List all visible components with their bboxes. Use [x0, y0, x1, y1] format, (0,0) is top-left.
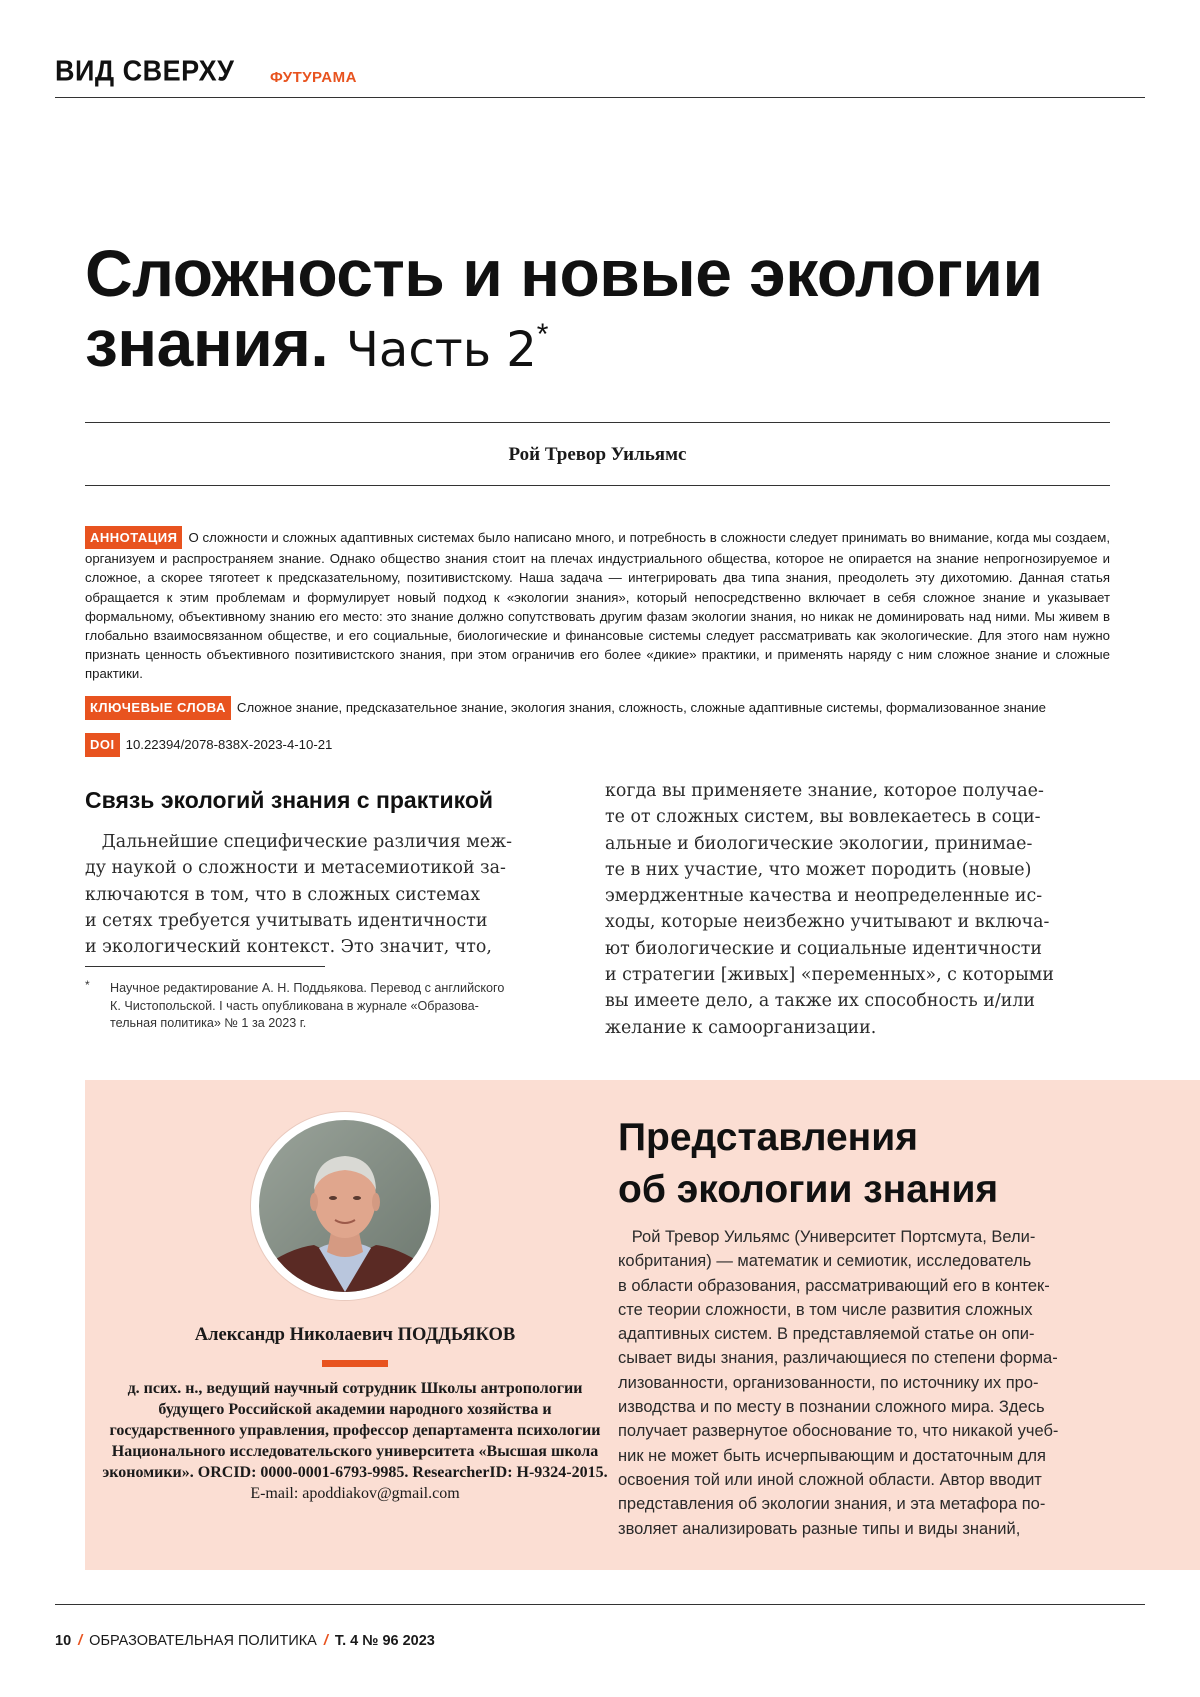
footnote-text: Научное редактирование А. Н. Поддьякова. Перевод с английского К. Чистопольской. I часть опубликована в журнале «Образова- тельная политика» № 1 за 2023 г.: [110, 980, 504, 1033]
footnote-divider: [85, 966, 325, 967]
page-footer: [55, 1633, 435, 1649]
header-divider: [55, 97, 1145, 98]
slash-separator-icon: /: [324, 1633, 328, 1649]
body-left-column: Дальнейшие специфические различия меж- ду наукой о сложности и метасемиотикой за- ключаются в том, что в сложных системах и сетях требуется учитывать идентичности и экологический контекст. Это значит, что,: [85, 829, 512, 960]
editor-email[interactable]: E-mail: apoddiakov@gmail.com: [250, 1485, 459, 1502]
footer-divider: [55, 1604, 1145, 1605]
title-part: Часть 2: [346, 322, 537, 378]
doi-link[interactable]: 10.22394/2078-838X-2023-4-10-21: [126, 737, 333, 752]
editor-info-text: д. псих. н., ведущий научный сотрудник Школы антропологии будущего Российской академии народного хозяйства и государственного управления, профессор департамента психологии Национального исследовательского университета «Высшая школа экономики». ORCID: 0000-0001-6793-9985. ResearcherID: H-9324-2015.: [102, 1380, 607, 1481]
title-footnote-mark: *: [537, 318, 548, 351]
section-subheading: Связь экологий знания с практикой: [85, 787, 493, 814]
editor-name: Александр Николаевич ПОДДЬЯКОВ: [120, 1325, 590, 1346]
keywords-text: Сложное знание, предсказательное знание, экология знания, сложность, сложные адаптивные системы, формализованное знание: [237, 700, 1046, 715]
body-right-column: когда вы применяете знание, которое получае- те от сложных систем, вы вовлекаетесь в соци- альные и биологические экологии, принимае- те в них участие, что может породить (новые) эмерджентные качества и неопределенные ис- ходы, которые неизбежно учитывают и включа- ют биологические и социальные идентичности и стратегии [живых] «переменных», с которыми вы имеете дело, а также их способность и/или желание к самоорганизации.: [605, 778, 1054, 1041]
abstract-label: АННОТАЦИЯ: [85, 526, 182, 549]
abstract: [85, 526, 1110, 684]
slash-separator-icon: /: [78, 1633, 82, 1649]
journal-volume: Т. 4 № 96 2023: [335, 1633, 435, 1649]
page-number: 10: [55, 1633, 71, 1649]
sidebar-text: Рой Тревор Уильямс (Университет Портсмута, Вели- кобритания) — математик и семиотик, исследователь в области образования, рассматривающий его в контек- сте теории сложности, в том числе развития сложных адаптивных систем. В представляемой статье он опи- сывает виды знания, различающиеся по степени форма- лизованности, организованности, по источнику их про- изводства и по месту в познании сложного мира. Здесь получает развернутое обоснование то, что никакой учеб- ник не может быть исчерпывающим и достаточным для освоения той или иной сложной области. Автор вводит представления об экологии знания, и эта метафора по- зволяет анализировать разные типы и виды знаний,: [618, 1225, 1058, 1541]
author-rule-top: [85, 422, 1110, 423]
author-rule-bottom: [85, 485, 1110, 486]
sidebar-heading: Представления об экологии знания: [618, 1112, 998, 1216]
title-line-2-text: знания.: [85, 306, 328, 380]
title-line-1: Сложность и новые экологии: [85, 238, 1145, 308]
section-title: ВИД СВЕРХУ: [55, 55, 234, 88]
editor-info: [100, 1378, 610, 1504]
accent-bar: [322, 1360, 388, 1367]
article-title: [85, 238, 1145, 385]
article-author: Рой Тревор Уильямс: [85, 444, 1110, 466]
abstract-text: О сложности и сложных адаптивных системах было написано много, и потребность в сложности следует принимать во внимание, когда мы создаем, организуем и распространяем знание. Однако общество знания стоит на плечах индустриального общества, которое не опирается на знание непрогнозируемое и сложное, а скорее тяготеет к предсказательному, позитивистскому. Наша задача — интегрировать два типа знания, преодолеть эту дихотомию. Данная статья обращается к этим проблемам и формулирует новый подход к «экологии знания», который непосредственно включает в себя сложное знание и указывает формальному, объективному знанию его место: это знание должно сопутствовать другим фазам экологии знания, но никак не доминировать над ними. Мы живем в глобально взаимосвязанном обществе, и его социальные, биологические и финансовые системы следует рассматривать как экологические. Для этого нам нужно признать ценность объективного позитивистского знания, при этом ограничив его более «дикие» практики, и применять наряду с ним сложное знание и сложные практики.: [85, 530, 1110, 681]
keywords-label: КЛЮЧЕВЫЕ СЛОВА: [85, 696, 231, 720]
keywords: [85, 696, 1125, 720]
rubric-label: ФУТУРАМА: [270, 69, 357, 86]
journal-name: ОБРАЗОВАТЕЛЬНАЯ ПОЛИТИКА: [89, 1633, 317, 1649]
footnote-mark: *: [85, 978, 90, 992]
doi-label: DOI: [85, 733, 120, 757]
doi: [85, 733, 332, 757]
portrait-photo: [259, 1120, 431, 1292]
title-line-2: [85, 308, 1145, 385]
portrait-icon: [259, 1120, 431, 1292]
